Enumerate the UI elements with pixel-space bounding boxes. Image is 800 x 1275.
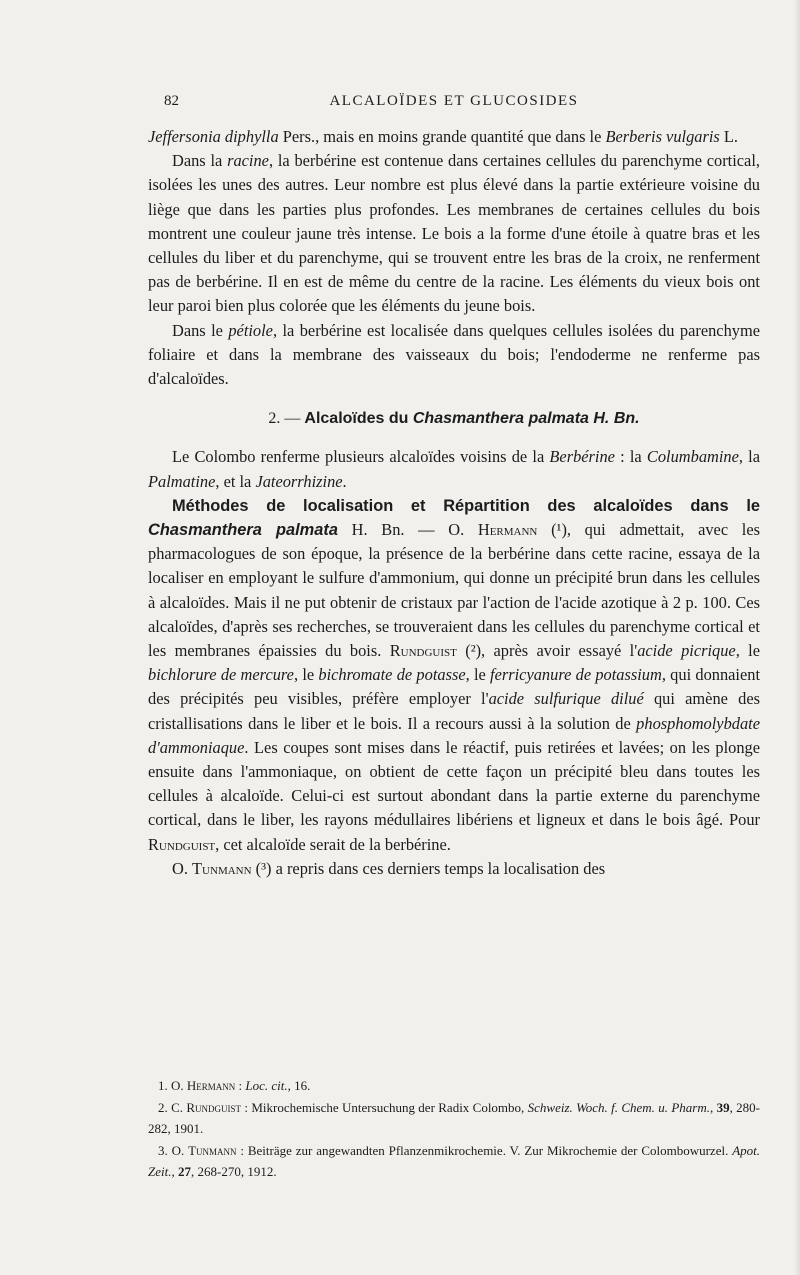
alkaloid-name: Jateorrhizine	[255, 471, 343, 491]
reagent-name: acide sulfurique dilué	[488, 689, 644, 709]
author-name: Rundguist	[186, 1099, 242, 1115]
text-run: Pers., mais en moins grande quantité que dans le	[278, 127, 606, 146]
text-run: , cet alcaloïde serait de la berbérine.	[215, 834, 451, 854]
text-run: , qui donnaient des précipités peu visibles, préfère employer l'	[148, 665, 761, 709]
text-run: , 16.	[287, 1078, 311, 1093]
text-run: L.	[719, 127, 738, 146]
section-title-species: Chasmanthera palmata H. Bn.	[412, 410, 640, 428]
paragraph-1	[148, 125, 760, 149]
section-heading	[148, 407, 760, 431]
text-run: , la berbérine est contenue dans certaines cellules du parenchyme cortical, isolées les unes des autres. Leur nombre est plus élevé dans la partie extérieure voisine du liège que dans les parties plus profondes. Les membranes de certaines cellules du bois montrent une couleur jaune très intense. Le bois a la forme d'une étoile à quatre bras et les cellules du liber et du parenchyme, qui se trouvent entre les bras de la croix, ne renferment pas de berbérine. Il en est de même du centre de la racine. Les éléments du vieux bois ont leur paroi bien plus colorée que les éléments du jeune bois.	[148, 151, 760, 316]
author-name: Tunmann	[188, 1142, 237, 1158]
footnote-1	[148, 1075, 760, 1097]
volume-number: 27	[177, 1164, 191, 1179]
text-run: : la	[614, 447, 647, 467]
text-run: . Les coupes sont mises dans le réactif, puis retirées et lavées; on les plonge ensuite dans l'ammoniaque, on obtient de cette façon un précipité bleu dans toutes les cellules à alcaloïde. Celui-ci est surtout abondant dans la partie externe du parenchyme cortical, dans le liber, les rayons médullaires libériens et ligneux et dans le bois âgé. Pour	[148, 737, 760, 830]
text-run: : Mikrochemische Untersuchung der Radix Colombo,	[241, 1099, 528, 1115]
paragraph-2	[148, 149, 760, 318]
text-run: 2. C.	[158, 1099, 187, 1115]
text-run: (¹), qui admettait, avec les pharmacologues de son époque, la présence de la berbérine dans cette racine, essaya de la localiser en employant le sulfure d'ammonium, qui donne un précipité brun dans les cellules à alcaloïdes. Mais il ne put obtenir de cristaux par l'action de l'acide azotique à 2 p. 100. Ces alcaloïdes, d'après ses recherches, se trouveraient dans les cellules du parenchyme cortical et les membranes épaissies du bois.	[148, 520, 760, 661]
plant-name: Jeffersonia diphylla	[148, 127, 279, 146]
text-run: , 268-270, 1912.	[190, 1164, 277, 1179]
section-title: Alcaloïdes du	[304, 410, 413, 428]
paragraph-3	[148, 319, 760, 392]
reagent-name: bichlorure de mercure	[148, 665, 294, 685]
text-run: H. Bn. — O.	[337, 520, 478, 540]
reagent-name: phosphomolybdate d'ammoniaque	[148, 713, 760, 757]
text-run: 1. O.	[158, 1078, 187, 1093]
text-run: O.	[172, 858, 193, 878]
volume-number: 39	[716, 1099, 730, 1115]
text-run: qui amène des cristallisations dans le liber et le bois. Il a recours aussi à la solution de	[148, 689, 761, 733]
alkaloid-name: Columbamine	[646, 447, 739, 467]
text-run: Dans la	[172, 151, 228, 171]
author-name: Rundguist	[389, 641, 457, 661]
organ-name: racine	[227, 151, 269, 171]
text-run: ,	[709, 1099, 717, 1115]
run-in-heading: Méthodes de localisation et Répartition des alcaloïdes dans le	[172, 496, 760, 515]
text-run: (³) a repris dans ces derniers temps la localisation des	[251, 858, 606, 878]
text-run: :	[235, 1078, 246, 1093]
text-run: , la	[738, 447, 760, 467]
paragraph-5	[148, 494, 760, 857]
alkaloid-name: Berbérine	[549, 447, 615, 467]
text-run: 3. O.	[158, 1142, 189, 1158]
citation-ref: Loc. cit.	[245, 1078, 288, 1093]
journal-name: Schweiz. Woch. f. Chem. u. Pharm.	[527, 1099, 710, 1115]
running-header	[148, 93, 760, 117]
author-name: Hermann	[186, 1078, 236, 1093]
run-in-heading-species: Chasmanthera palmata	[148, 521, 338, 540]
text-run: ,	[171, 1164, 178, 1179]
paragraph-4	[148, 445, 760, 493]
journal-name: Apot. Zeit.	[148, 1142, 760, 1179]
text-run: Dans le	[172, 320, 229, 340]
organ-name: pétiole	[228, 320, 273, 340]
text-run: , et la	[215, 471, 256, 491]
page-number: 82	[164, 93, 179, 109]
text-run: (²), après avoir essayé l'	[456, 641, 638, 661]
text-run: .	[342, 471, 347, 491]
running-title: ALCALOÏDES ET GLUCOSIDES	[329, 93, 579, 109]
text-run: , 280-282, 1901.	[148, 1099, 760, 1136]
section-number: 2. —	[268, 410, 301, 428]
main-text	[148, 125, 760, 881]
text-run: , le	[735, 641, 761, 661]
author-name: Tunmann	[192, 858, 252, 878]
footnote-3	[148, 1140, 760, 1183]
author-name: Hermann	[477, 520, 538, 540]
scan-edge-shadow	[794, 0, 800, 1275]
text-run: , le	[293, 665, 319, 685]
text-run: , la berbérine est localisée dans quelques cellules isolées du parenchyme foliaire et dans la membrane des vaisseaux du bois; l'endoderme ne renferme pas d'alcaloïdes.	[148, 320, 760, 389]
reagent-name: bichromate de potasse	[318, 665, 466, 685]
plant-name: Berberis vulgaris	[605, 127, 720, 146]
reagent-name: ferricyanure de potassium	[490, 665, 662, 685]
reagent-name: acide picrique	[637, 641, 736, 661]
text-run: : Beiträge zur angewandten Pflanzenmikrochemie. V. Zur Mikrochemie der Colombowurzel.	[236, 1142, 733, 1158]
footnote-2	[148, 1097, 760, 1140]
footnotes	[148, 1075, 760, 1183]
alkaloid-name: Palmatine	[148, 471, 216, 491]
text-run: , le	[465, 665, 491, 685]
paragraph-6	[148, 857, 760, 881]
text-run: Le Colombo renferme plusieurs alcaloïdes voisins de la	[172, 447, 550, 467]
author-name: Rundguist	[148, 834, 216, 854]
